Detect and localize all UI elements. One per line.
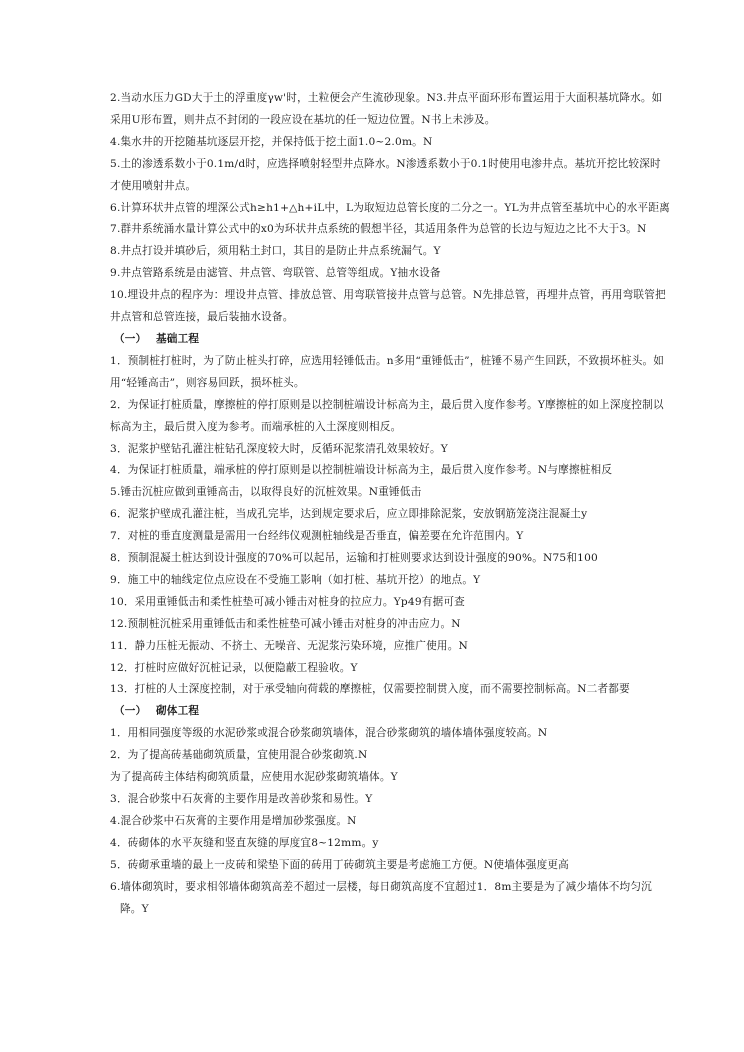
question-item: 3．泥浆护壁钻孔灌注桩钻孔深度较大时，反循环泥浆清孔效果较好。Y — [110, 442, 448, 455]
section-title: 基础工程 — [156, 332, 200, 345]
question-item: 12．打桩时应做好沉桩记录，以便隐蔽工程验收。Y — [110, 661, 358, 674]
question-item: 9．施工中的轴线定位点应设在不受施工影响（如打桩、基坑开挖）的地点。Y — [110, 573, 481, 586]
question-item: 5.锤击沉桩应做到重锤高击，以取得良好的沉桩效果。N重锤低击 — [110, 486, 422, 499]
document-page — [110, 88, 670, 920]
question-item: 2.当动水压力GD大于土的浮重度γw'时，土粒便会产生流砂现象。N3.井点平面环形布置运用于大面积基坑降水。如采用U形布置，则井点不封闭的一段应设在基坑的任一短边位置。N书上未涉及。 — [110, 92, 663, 126]
question-item: 7.群井系统涌水量计算公式中的x0为环状井点系统的假想半径，其适用条件为总管的长边与短边之比不大于3。N — [110, 223, 647, 236]
section-number: （一） — [114, 705, 147, 718]
question-item: 6.墙体砌筑时，要求相邻墙体砌筑高差不超过一层楼，每日砌筑高度不宜超过1．8m主要是为了减少墙体不均匀沉降。Y — [110, 880, 652, 915]
question-item: 5.土的渗透系数小于0.1m/d时，应选择喷射轻型井点降水。N渗透系数小于0.1时使用电渗井点。基坑开挖比较深时才使用喷射井点。 — [110, 157, 661, 192]
section-heading — [110, 329, 670, 351]
question-item: 10.埋设井点的程序为：埋设井点管、排放总管、用弯联管接井点管与总管。N先排总管，再埋井点管，再用弯联管把井点管和总管连接，最后装抽水设备。 — [110, 289, 666, 324]
section-heading — [110, 701, 670, 723]
question-item: 3．混合砂浆中石灰膏的主要作用是改善砂浆和易性。Y — [110, 793, 373, 805]
question-item: 6．泥浆护壁成孔灌注桩，当成孔完毕，达到规定要求后，应立即排除泥浆，安放钢筋笼浇注混凝土y — [110, 508, 588, 521]
question-item: 6.计算环状井点管的埋深公式h≥h1+△h+iL中，L为取短边总管长度的二分之一。YL为井点管至基坑中心的水平距离 — [110, 201, 670, 214]
section-title: 砌体工程 — [156, 705, 200, 718]
question-item: 4．为保证打桩质量，端承桩的停打原则是以控制桩端设计标高为主，最后贯入度作参考。N与摩擦桩相反 — [110, 464, 613, 477]
question-item: 4．砖砌体的水平灰缝和竖直灰缝的厚度宜8~12mm。y — [110, 836, 379, 849]
question-item: 11．静力压桩无振动、不挤土、无噪音、无泥浆污染环境，应推广使用。N — [110, 639, 468, 652]
question-item: 9.井点管路系统是由滤管、井点管、弯联管、总管等组成。Y抽水设备 — [110, 267, 441, 280]
question-item: 8.井点打设并填砂后，须用粘土封口，其目的是防止井点系统漏气。Y — [110, 245, 441, 258]
question-item: 1．用相同强度等级的水泥砂浆或混合砂浆砌筑墙体，混合砂浆砌筑的墙体墙体强度较高。N — [110, 727, 548, 740]
question-item: 8．预制混凝土桩达到设计强度的70%可以起吊，运输和打桩则要求达到设计强度的90%。N75和100 — [110, 552, 598, 565]
question-item: 2．为保证打桩质量，摩擦桩的停打原则是以控制桩端设计标高为主，最后贯入度作参考。Y摩擦桩的如上深度控制以标高为主，最后贯入度为参考。而端承桩的入土深度则相反。 — [110, 398, 664, 433]
question-item: 4.集水井的开挖随基坑逐层开挖，并保持低于挖土面1.0~2.0m。N — [110, 135, 433, 148]
question-item: 10．采用重锤低击和柔性桩垫可减小锤击对桩身的拉应力。Yp49有据可查 — [110, 595, 465, 608]
question-item: 为了提高砖主体结构砌筑质量，应使用水泥砂浆砌筑墙体。Y — [110, 771, 398, 784]
question-item: 12.预制桩沉桩采用重锤低击和柔性桩垫可减小锤击对桩身的冲击应力。N — [110, 617, 461, 630]
question-item: 2．为了提高砖基础砌筑质量，宜使用混合砂浆砌筑.N — [110, 749, 368, 762]
question-item: 13．打桩的人土深度控制，对于承受轴向荷载的摩擦桩，仅需要控制贯入度，而不需要控制标高。N二者都要 — [110, 683, 630, 696]
section-number: （一） — [114, 332, 147, 345]
question-item: 5．砖砌承重墙的最上一皮砖和梁垫下面的砖用丁砖砌筑主要是考虑施工方便。N使墙体强度更高 — [110, 858, 569, 871]
question-item: 1．预制桩打桩时，为了防止桩头打碎，应选用轻锤低击。n多用“重锤低击”，桩锤不易产生回跃，不致损坏桩头。如用“轻锤高击”，则容易回跃，损坏桩头。 — [110, 354, 665, 389]
question-item: 4.混合砂浆中石灰膏的主要作用是增加砂浆强度。N — [110, 814, 357, 827]
question-item: 7．对桩的垂直度测量是需用一台经纬仪观测桩轴线是否垂直，偏差要在允许范围内。Y — [110, 530, 524, 543]
